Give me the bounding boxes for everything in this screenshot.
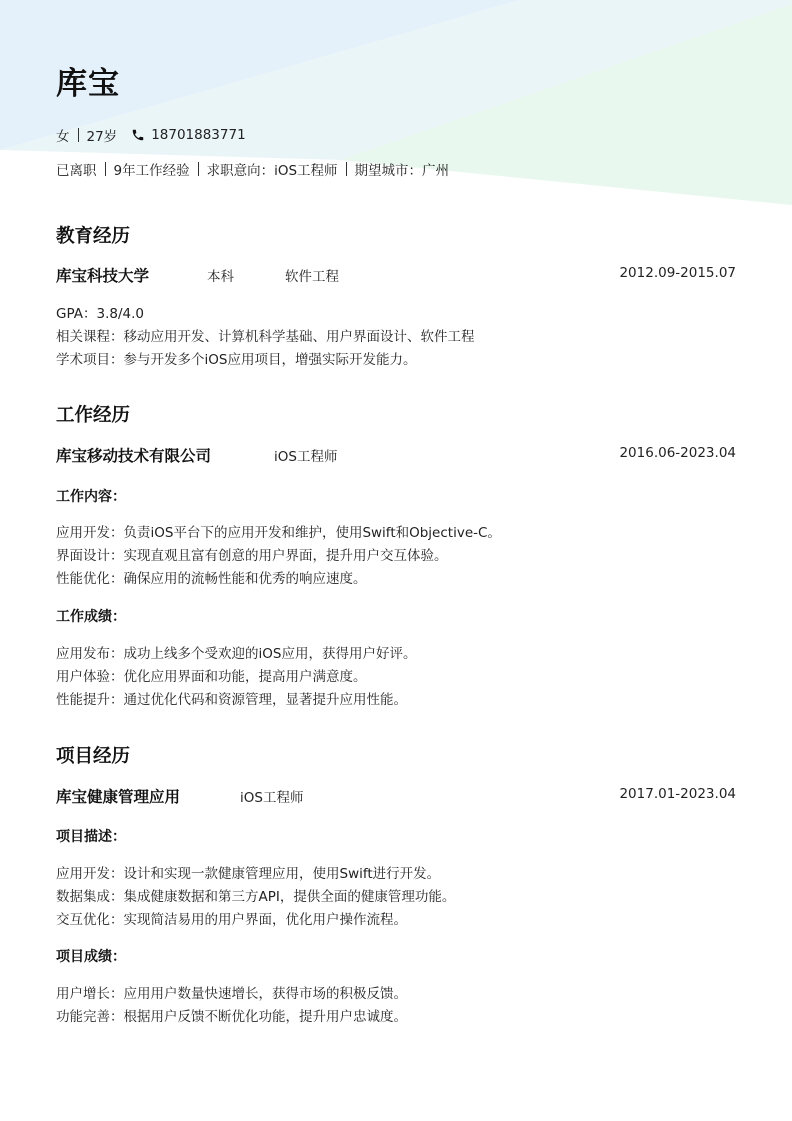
job-intent: 求职意向：iOS工程师 — [206, 163, 338, 179]
expected-city: 期望城市：广州 — [354, 163, 450, 179]
work-date: 2016.06-2023.04 — [619, 445, 736, 461]
project-role: iOS工程师 — [240, 790, 304, 806]
work-content-label: 工作内容： — [56, 489, 126, 505]
project-result-line: 用户增长：应用用户数量快速增长，获得市场的积极反馈。 — [56, 986, 407, 1002]
project-name: 库宝健康管理应用 — [56, 788, 181, 806]
company-name: 库宝移动技术有限公司 — [56, 447, 212, 465]
work-experience: 9年工作经验 — [113, 163, 190, 179]
education-line: 相关课程：移动应用开发、计算机科学基础、用户界面设计、软件工程 — [56, 329, 475, 345]
basic-info-row — [56, 125, 246, 145]
candidate-name: 库宝 — [56, 66, 120, 102]
project-title: 项目经历 — [56, 746, 131, 767]
work-title: 工作经历 — [56, 405, 131, 426]
phone-icon — [131, 128, 145, 142]
work-achievement-line: 性能提升：通过优化代码和资源管理，显著提升应用性能。 — [56, 692, 407, 708]
project-result-label: 项目成绩： — [56, 949, 126, 965]
work-content-line: 性能优化：确保应用的流畅性能和优秀的响应速度。 — [56, 571, 367, 587]
education-line: 学术项目：参与开发多个iOS应用项目，增强实际开发能力。 — [56, 352, 417, 368]
project-desc-label: 项目描述： — [56, 829, 126, 845]
work-achievement-label: 工作成绩： — [56, 609, 126, 625]
work-role: iOS工程师 — [274, 449, 338, 465]
project-desc-line: 数据集成：集成健康数据和第三方API，提供全面的健康管理功能。 — [56, 889, 456, 905]
divider — [198, 162, 199, 176]
education-date: 2012.09-2015.07 — [619, 265, 736, 281]
age: 27岁 — [86, 129, 118, 145]
work-achievement-line: 用户体验：优化应用界面和功能，提高用户满意度。 — [56, 669, 367, 685]
work-content-line: 界面设计：实现直观且富有创意的用户界面，提升用户交互体验。 — [56, 548, 448, 564]
gender: 女 — [56, 129, 70, 145]
work-content-line: 应用开发：负责iOS平台下的应用开发和维护，使用Swift和Objective-C。 — [56, 525, 501, 541]
divider — [346, 162, 347, 176]
major: 软件工程 — [285, 269, 339, 285]
education-line: GPA：3.8/4.0 — [56, 306, 144, 322]
project-result-line: 功能完善：根据用户反馈不断优化功能，提升用户忠诚度。 — [56, 1009, 407, 1025]
employment-status: 已离职 — [56, 163, 97, 179]
school-name: 库宝科技大学 — [56, 267, 150, 285]
project-desc-line: 交互优化：实现简洁易用的用户界面，优化用户操作流程。 — [56, 912, 407, 928]
divider — [105, 162, 106, 176]
project-date: 2017.01-2023.04 — [619, 786, 736, 802]
job-status-row — [56, 159, 449, 179]
divider — [78, 128, 79, 142]
work-achievement-line: 应用发布：成功上线多个受欢迎的iOS应用，获得用户好评。 — [56, 646, 417, 662]
project-desc-line: 应用开发：设计和实现一款健康管理应用，使用Swift进行开发。 — [56, 866, 441, 882]
education-title: 教育经历 — [56, 226, 131, 247]
phone-number: 18701883771 — [151, 127, 246, 143]
degree: 本科 — [207, 269, 234, 285]
